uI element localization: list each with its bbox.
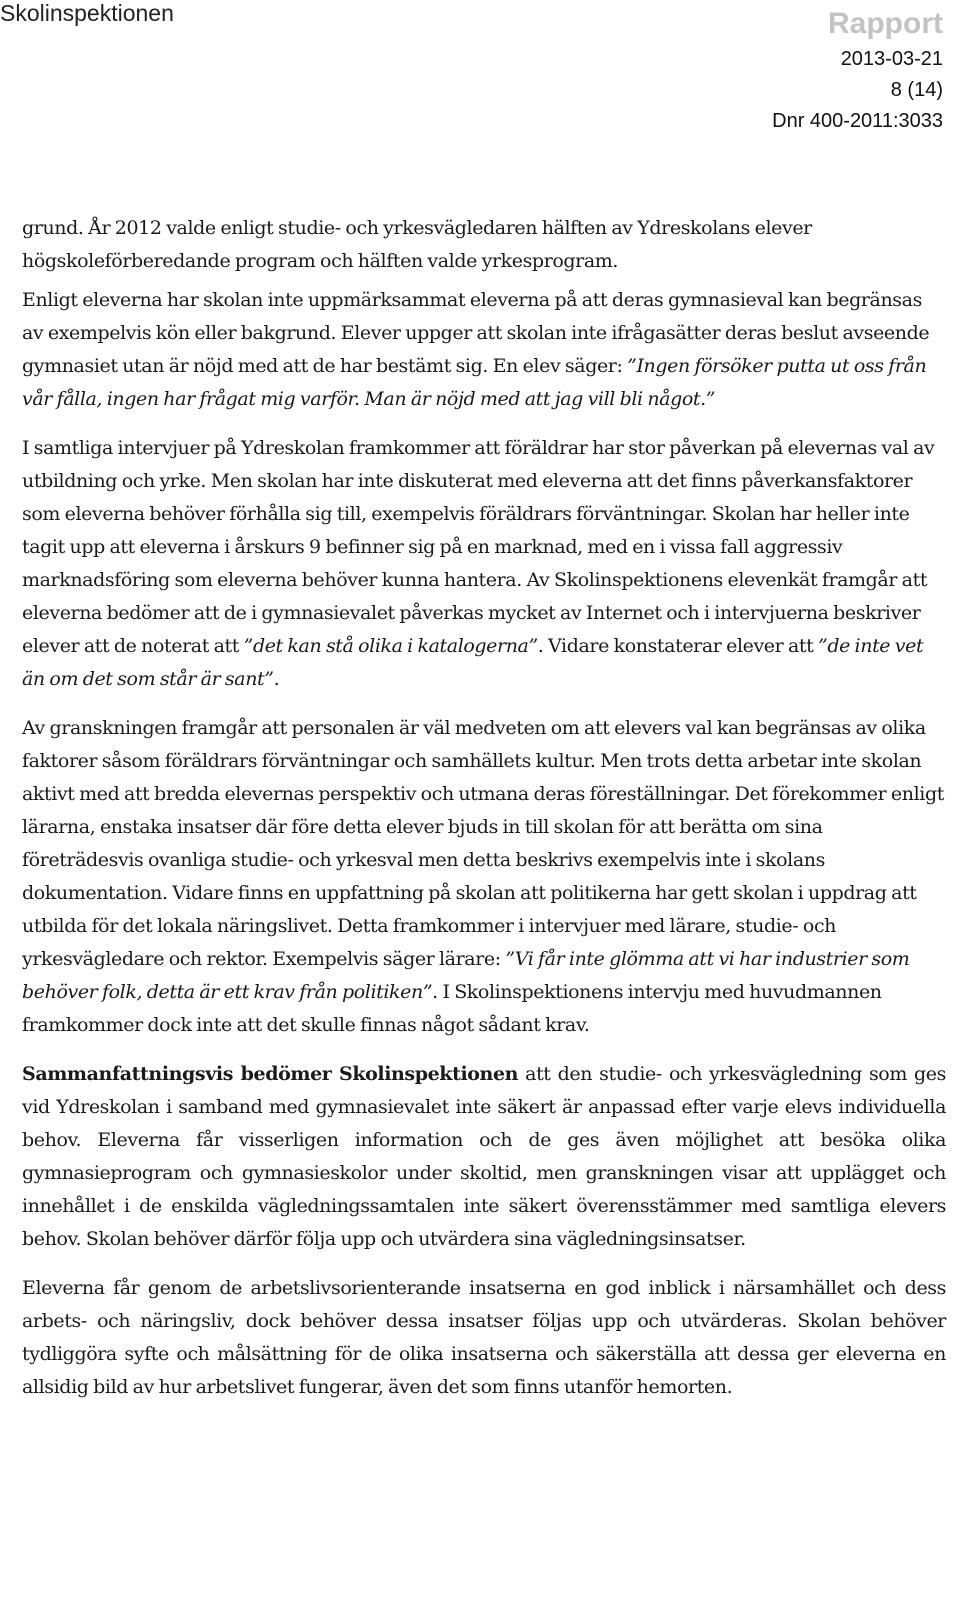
paragraph-4-text-a: Av granskningen framgår att personalen är väl medveten om att elevers val kan begränsas av olika faktorer såsom föräldrars förväntningar och samhällets kultur. Men trots detta arbetar inte skolan aktivt med att bredda elevernas perspektiv och utmana deras föreställningar. Det förekommer enligt lärarna, enstaka insatser där före detta elever bjuds in till skolan för att berätta om sina företrädesvis ovanliga studie- och yrkesval men detta beskrivs exempelvis inte i skolans dokumentation. Vidare finns en uppfattning på skolan att politikerna har gett skolan i uppdrag att utbilda för det lokala näringslivet. Detta framkommer i intervjuer med lärare, studie- och yrkesvägledare och rektor. Exempelvis säger lärare: — [22, 717, 944, 970]
student-quote: ”Ingen försöker putta ut oss från vår fålla, ingen har frågat mig varför. Man är nöjd med att jag vill bli något.” — [22, 355, 927, 410]
paragraph-2-text: Enligt eleverna har skolan inte uppmärksammat eleverna på att deras gymnasieval kan begränsas av exempelvis kön eller bakgrund. Elever uppger att skolan inte ifrågasätter deras beslut avseende gymnasiet utan är nöjd med att de har bestämt sig. En elev säger: — [22, 289, 930, 377]
document-header — [772, 4, 943, 137]
paragraph-5-text: att den studie- och yrkesvägledning som ges vid Ydreskolan i samband med gymnasievalet inte säkert är anpassad efter varje elevs individuella behov. Eleverna får visserligen information och de ges även möjlighet att besöka olika gymnasieprogram och gymnasieskolor under skoltid, men granskningen visar att upplägget och innehållet i de enskilda vägledningssamtalen inte säkert överensstämmer med samtliga elevers behov. Skolan behöver därför följa upp och utvärdera sina vägledningsinsatser. — [22, 1063, 946, 1250]
paragraph-4 — [22, 712, 946, 1042]
document-body — [22, 212, 946, 1404]
paragraph-1: grund. År 2012 valde enligt studie- och yrkesvägledaren hälften av Ydreskolans elever högskoleförberedande program och hälften valde yrkesprogram. — [22, 217, 812, 272]
paragraph-2 — [22, 284, 946, 416]
document-date: 2013-03-21 — [840, 48, 943, 70]
catalog-quote: ”det kan stå olika i katalogerna” — [243, 635, 538, 657]
truth-quote: ”de inte vet än om det som står är sant” — [22, 635, 924, 690]
paragraph-3-text-c: . — [273, 668, 280, 690]
paragraph-3 — [22, 432, 946, 696]
paragraph-5 — [22, 1058, 946, 1256]
summary-lead: Sammanfattningsvis bedömer Skolinspektionen — [22, 1063, 519, 1085]
paragraph-4-text-b: . I Skolinspektionens intervju med huvudmannen framkommer dock inte att det skulle finnas något sådant krav. — [22, 981, 882, 1036]
page-number: 8 (14) — [890, 79, 943, 101]
paragraph-3-text-b: . Vidare konstaterar elever att — [537, 635, 818, 657]
document-type: Rapport — [828, 7, 943, 40]
paragraph-6: Eleverna får genom de arbetslivsorienterande insatserna en god inblick i närsamhället och dess arbets- och näringsliv, dock behöver dessa insatser följas upp och utvärderas. Skolan behöver tydliggöra syfte och målsättning för de olika insatserna och säkerställa att dessa ger eleverna en allsidig bild av hur arbetslivet fungerar, även det som finns utanför hemorten. — [22, 1277, 946, 1398]
paragraph-3-text-a: I samtliga intervjuer på Ydreskolan framkommer att föräldrar har stor påverkan på elevernas val av utbildning och yrke. Men skolan har inte diskuterat med eleverna att det finns påverkansfaktorer som eleverna behöver förhålla sig till, exempelvis föräldrars förväntningar. Skolan har heller inte tagit upp att eleverna i årskurs 9 befinner sig på en marknad, med en i vissa fall aggressiv marknadsföring som eleverna behöver kunna hantera. Av Skolinspektionens elevenkät framgår att eleverna bedömer att de i gymnasievalet påverkas mycket av Internet och i intervjuerna beskriver elever att de noterat att — [22, 437, 935, 657]
teacher-quote: ”Vi får inte glömma att vi har industrier som behöver folk, detta är ett krav från politiken” — [22, 948, 910, 1003]
diary-number: Dnr 400-2011:3033 — [772, 110, 943, 132]
organization-name: Skolinspektionen — [0, 0, 174, 26]
